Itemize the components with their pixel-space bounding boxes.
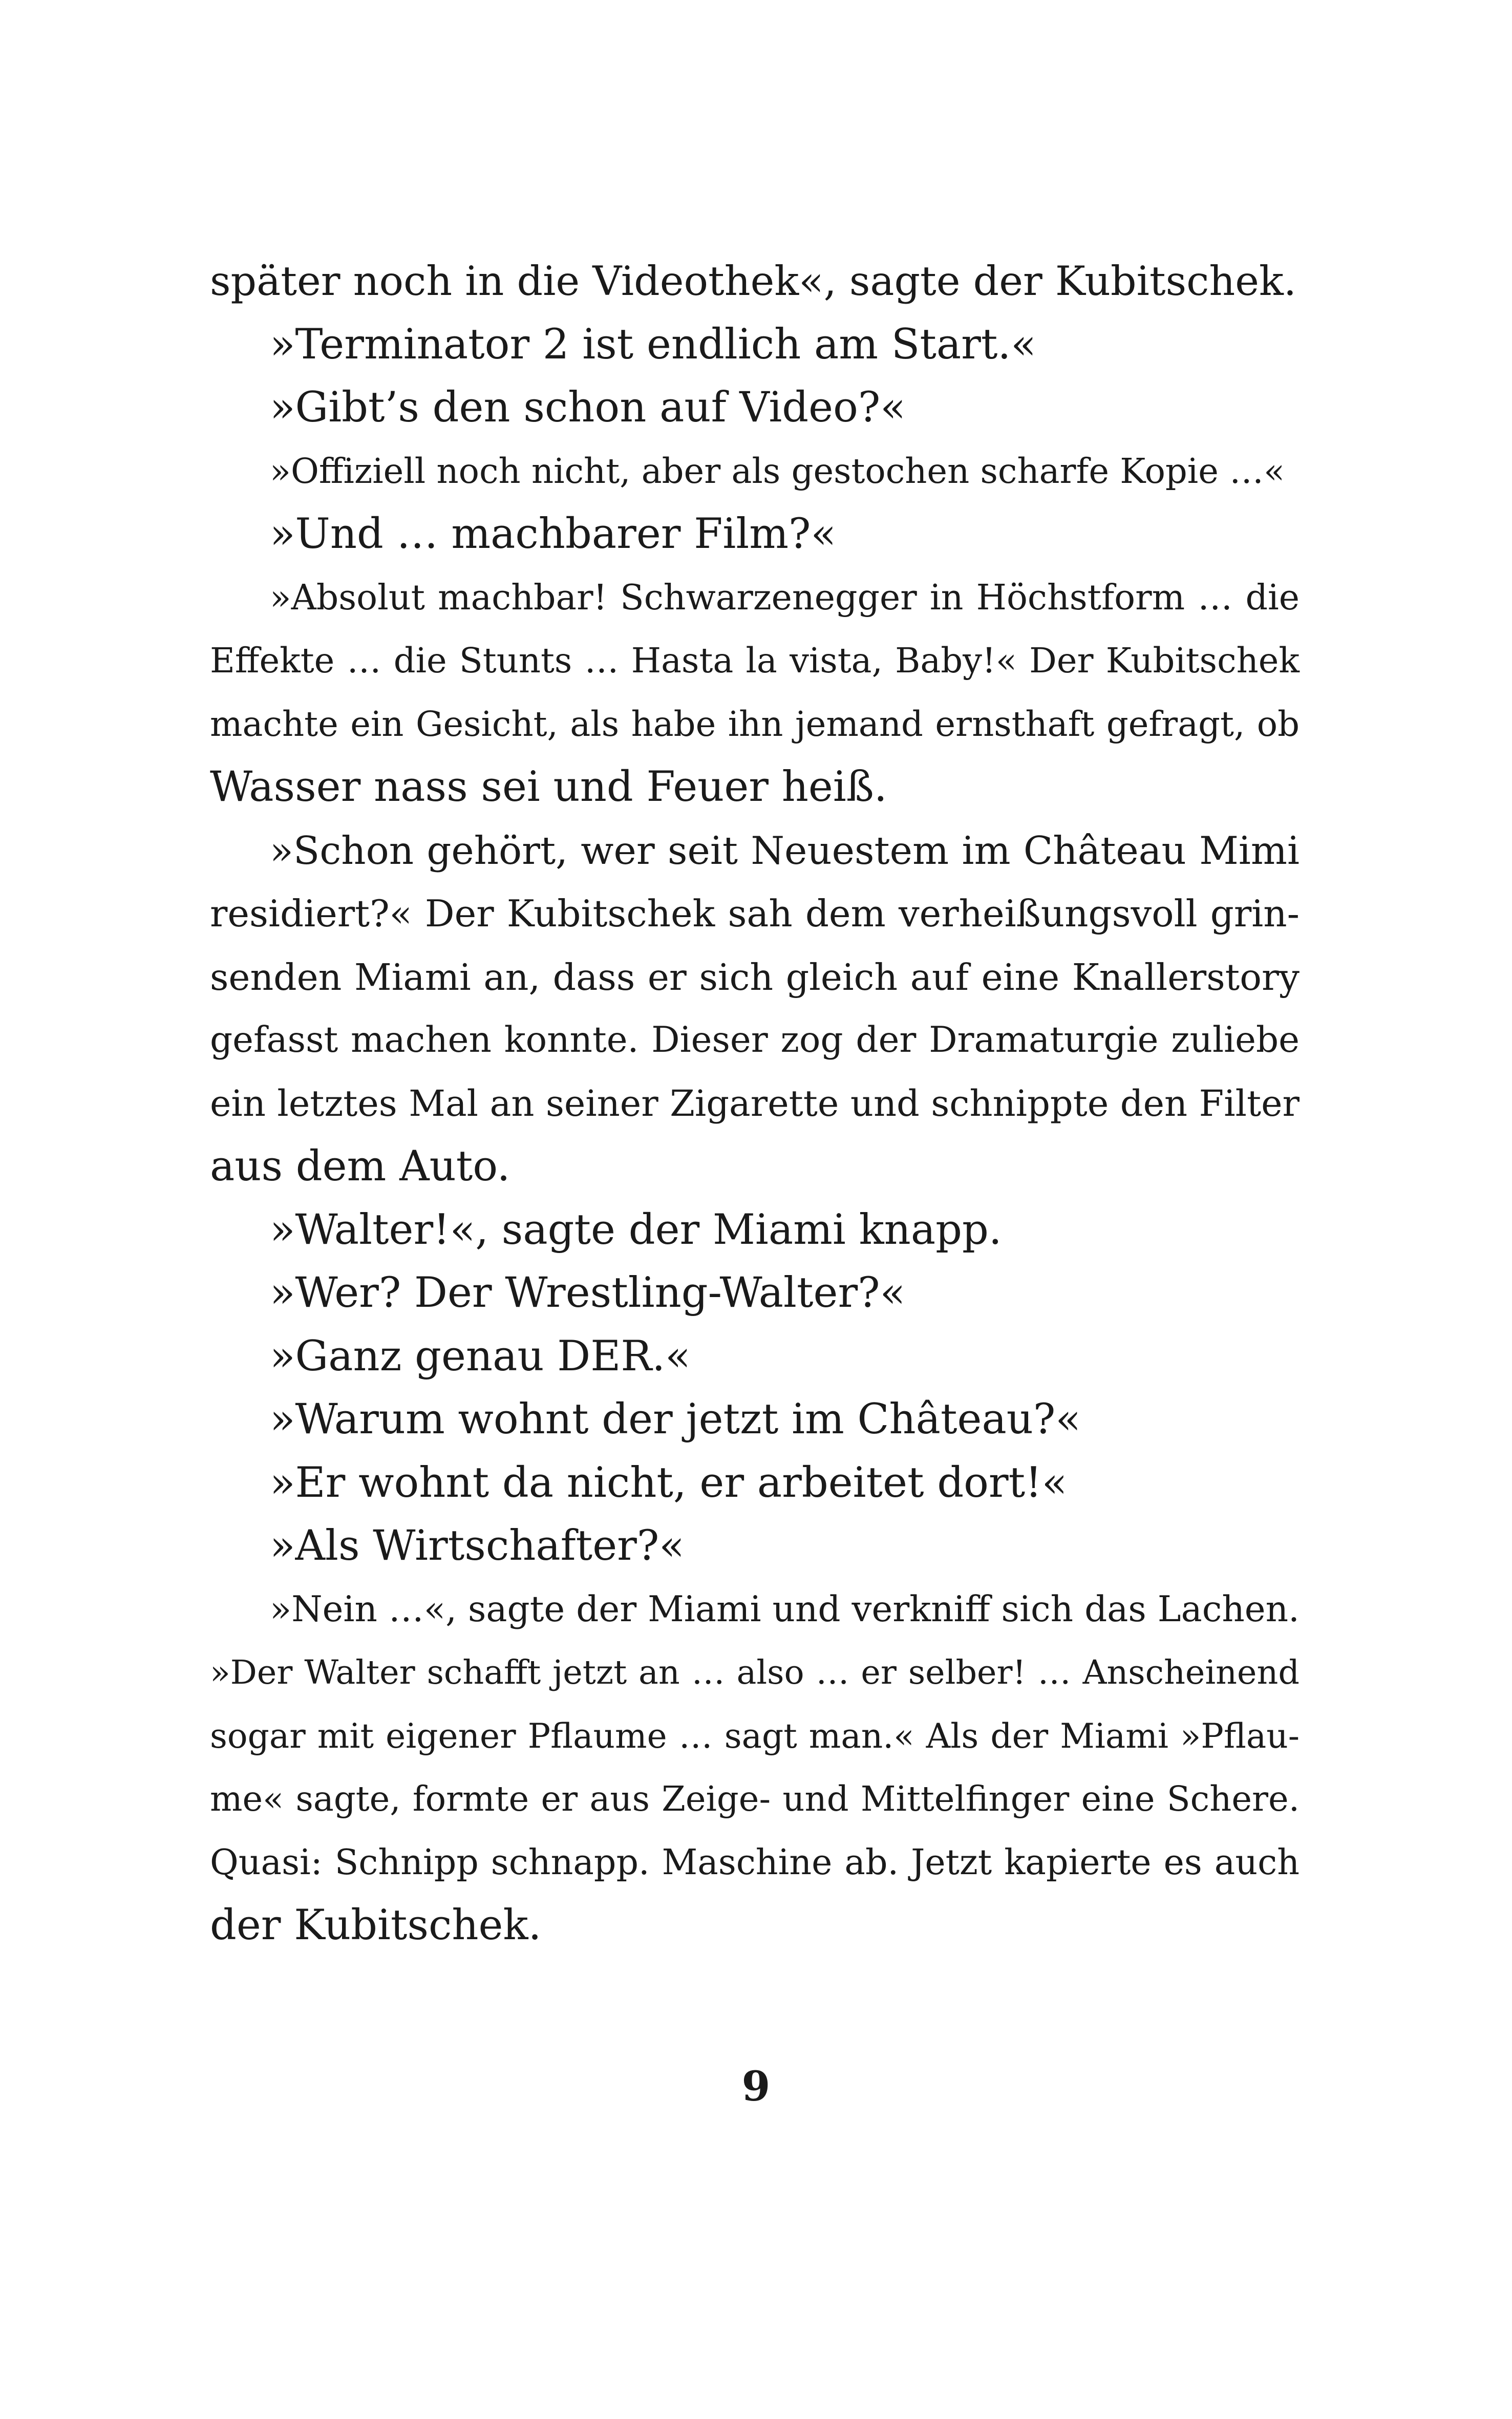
page-number: 9 [741, 2062, 771, 2110]
text-line: aus dem Auto. [210, 1142, 510, 1191]
text-line: »Offiziell noch nicht, aber als gestochen scharfe Kopie …« [270, 451, 1285, 491]
text-line: der Kubitschek. [210, 1901, 542, 1949]
text-line: Wasser nass sei und Feuer heiß. [210, 763, 887, 811]
text-line: senden Miami an, dass er sich gleich auf eine Knallerstory [210, 956, 1300, 999]
text-line: »Terminator 2 ist endlich am Start.« [270, 320, 1036, 369]
text-line: Quasi: Schnipp schnapp. Maschine ab. Jetzt kapierte es auch [210, 1842, 1300, 1883]
text-line: »Nein …«, sagte der Miami und verkniff sich das Lachen. [270, 1588, 1300, 1630]
text-line: »Absolut machbar! Schwarzenegger in Höchstform … die [270, 577, 1300, 618]
text-line: »Walter!«, sagte der Miami knapp. [270, 1205, 1002, 1254]
text-line: residiert?« Der Kubitschek sah dem verheißungsvoll grin- [210, 892, 1300, 935]
text-line: »Schon gehört, wer seit Neuestem im Château Mimi [270, 827, 1300, 873]
body-text [210, 250, 1300, 1958]
text-line: »Wer? Der Wrestling-Walter?« [270, 1269, 906, 1317]
text-line: »Gibt’s den schon auf Video?« [270, 384, 906, 432]
text-line: machte ein Gesicht, als habe ihn jemand ernsthaft gefragt, ob [210, 704, 1300, 744]
text-line: »Er wohnt da nicht, er arbeitet dort!« [270, 1458, 1068, 1507]
text-line: me« sagte, formte er aus Zeige- und Mittelfinger eine Schere. [210, 1779, 1300, 1819]
text-line: später noch in die Videothek«, sagte der Kubitschek. [210, 258, 1297, 305]
text-line: sogar mit eigener Pflaume … sagt man.« Als der Miami »Pflau- [210, 1716, 1300, 1756]
text-line: »Und … machbarer Film?« [270, 510, 837, 558]
text-line: »Der Walter schafft jetzt an … also … er selber! … Anscheinend [210, 1653, 1300, 1692]
text-line: gefasst machen konnte. Dieser zog der Dramaturgie zuliebe [210, 1020, 1300, 1060]
text-line: ein letztes Mal an seiner Zigarette und schnippte den Filter [210, 1082, 1300, 1124]
text-line: Effekte … die Stunts … Hasta la vista, Baby!« Der Kubitschek [210, 641, 1300, 681]
text-line: »Warum wohnt der jetzt im Château?« [270, 1395, 1081, 1444]
text-line: »Ganz genau DER.« [270, 1332, 691, 1381]
text-line: »Als Wirtschafter?« [270, 1522, 685, 1570]
